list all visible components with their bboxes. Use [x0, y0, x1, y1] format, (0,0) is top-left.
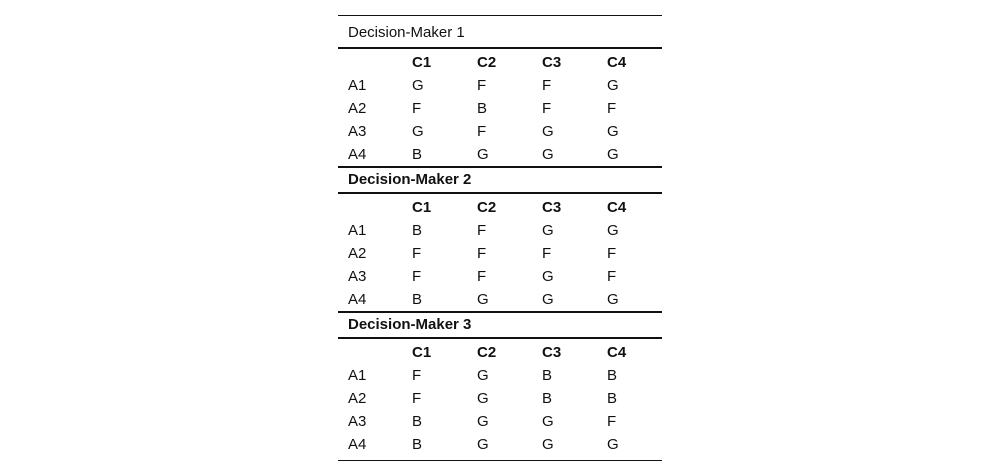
row-label: A4 — [348, 146, 367, 163]
table-cell: G — [477, 436, 489, 453]
table-cell: G — [477, 413, 489, 430]
table-cell: F — [477, 222, 487, 239]
table-cell: G — [542, 123, 554, 140]
row-label: A4 — [348, 291, 367, 308]
table-cell: F — [477, 245, 487, 262]
row-label: A3 — [348, 268, 367, 285]
table-cell: F — [412, 367, 422, 384]
column-header: C4 — [607, 54, 627, 71]
table-cell: B — [412, 146, 423, 163]
table-row — [338, 288, 662, 311]
column-header: C1 — [412, 54, 432, 71]
table-row — [338, 242, 662, 265]
table-cell: F — [477, 268, 487, 285]
table-cell: B — [412, 436, 423, 453]
column-header-row — [338, 51, 662, 74]
column-header-row — [338, 196, 662, 219]
column-header: C1 — [412, 199, 432, 216]
table-cell: G — [542, 436, 554, 453]
group-title: Decision-Maker 3 — [348, 316, 472, 333]
row-label: A1 — [348, 222, 367, 239]
table-cell: G — [607, 123, 619, 140]
table-cell: G — [542, 268, 554, 285]
table-cell: G — [412, 77, 424, 94]
row-label: A3 — [348, 123, 367, 140]
table-row — [338, 410, 662, 433]
group-title: Decision-Maker 1 — [348, 24, 465, 41]
table-cell: B — [542, 390, 553, 407]
column-header: C3 — [542, 344, 562, 361]
table-row — [338, 120, 662, 143]
row-label: A2 — [348, 245, 367, 262]
column-header: C4 — [607, 199, 627, 216]
table-cell: F — [412, 100, 422, 117]
group-rule — [338, 337, 662, 339]
table-cell: F — [542, 77, 552, 94]
row-label: A1 — [348, 367, 367, 384]
table-cell: F — [607, 100, 617, 117]
table-cell: B — [542, 367, 553, 384]
table-cell: B — [412, 291, 423, 308]
header-blank — [338, 51, 412, 74]
table-cell: G — [607, 222, 619, 239]
column-header: C2 — [477, 344, 497, 361]
column-header: C2 — [477, 54, 497, 71]
table-cell: F — [542, 245, 552, 262]
table-cell: G — [542, 291, 554, 308]
table-cell: G — [542, 146, 554, 163]
table-cell: F — [412, 268, 422, 285]
bottom-rule — [338, 460, 662, 461]
column-header: C3 — [542, 199, 562, 216]
table-cell: B — [607, 390, 618, 407]
column-header: C2 — [477, 199, 497, 216]
table-cell: B — [412, 222, 423, 239]
decision-table — [338, 15, 662, 461]
column-header: C3 — [542, 54, 562, 71]
group-title: Decision-Maker 2 — [348, 171, 472, 188]
table-cell: F — [477, 77, 487, 94]
table-cell: F — [412, 390, 422, 407]
table-row — [338, 97, 662, 120]
table-cell: B — [607, 367, 618, 384]
table-cell: F — [477, 123, 487, 140]
table-cell: G — [477, 390, 489, 407]
table-cell: B — [477, 100, 488, 117]
column-header-row — [338, 341, 662, 364]
group-rule — [338, 47, 662, 49]
column-header: C1 — [412, 344, 432, 361]
table-cell: F — [607, 245, 617, 262]
table-cell: G — [412, 123, 424, 140]
table-row — [338, 433, 662, 456]
row-label: A3 — [348, 413, 367, 430]
table-cell: F — [542, 100, 552, 117]
table-row — [338, 265, 662, 288]
row-label: A2 — [348, 100, 367, 117]
table-row — [338, 143, 662, 166]
table-cell: G — [477, 367, 489, 384]
table-row — [338, 387, 662, 410]
row-label: A1 — [348, 77, 367, 94]
column-header: C4 — [607, 344, 627, 361]
header-blank — [338, 196, 412, 219]
row-label: A2 — [348, 390, 367, 407]
header-blank — [338, 341, 412, 364]
table-cell: G — [607, 77, 619, 94]
table-cell: G — [477, 291, 489, 308]
table-row — [338, 219, 662, 242]
table-cell: F — [607, 268, 617, 285]
table-cell: G — [477, 146, 489, 163]
table-cell: F — [412, 245, 422, 262]
table-cell: G — [607, 291, 619, 308]
table-row — [338, 74, 662, 97]
table-cell: G — [607, 146, 619, 163]
group-rule — [338, 192, 662, 194]
table-cell: F — [607, 413, 617, 430]
table-cell: G — [607, 436, 619, 453]
table-row — [338, 364, 662, 387]
table-cell: B — [412, 413, 423, 430]
table-cell: G — [542, 222, 554, 239]
table-cell: G — [542, 413, 554, 430]
row-label: A4 — [348, 436, 367, 453]
